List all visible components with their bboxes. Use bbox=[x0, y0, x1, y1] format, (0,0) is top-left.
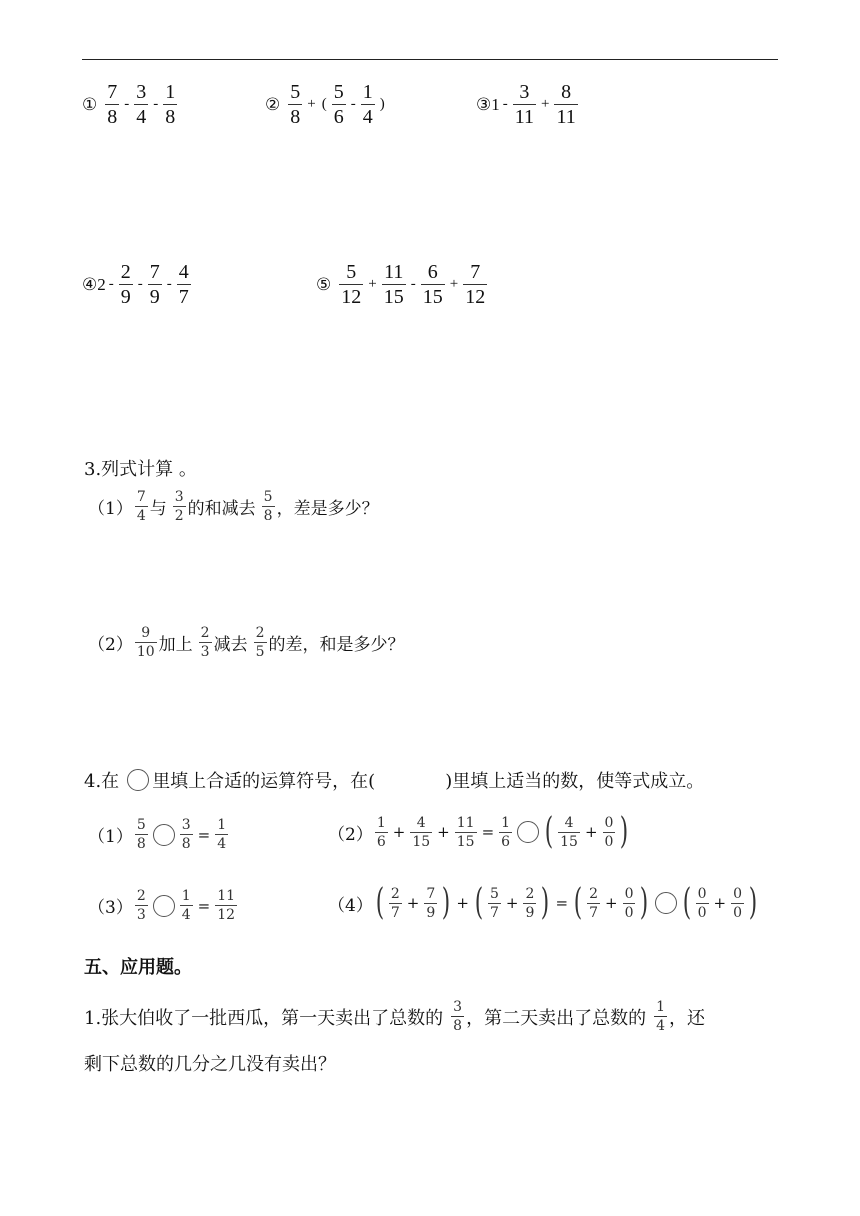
section-4-q1 bbox=[88, 818, 230, 851]
title-text: )里填上适当的数，使等式成立。 bbox=[445, 771, 705, 792]
fraction: $\frac{11}{15}$ bbox=[383, 261, 404, 308]
operator: + bbox=[541, 96, 550, 112]
left-paren-icon: ( bbox=[474, 882, 484, 923]
exercise-5 bbox=[316, 262, 489, 307]
fraction: $\frac{7}{4}$ bbox=[136, 489, 146, 524]
fraction: $\frac{3}{4}$ bbox=[136, 81, 147, 128]
question-label: （4） bbox=[328, 895, 373, 916]
section-4-q4 bbox=[328, 882, 760, 923]
exercise-3 bbox=[476, 82, 580, 127]
fraction: $\frac{3}{8}$ bbox=[181, 817, 191, 852]
operator: - bbox=[410, 276, 416, 292]
fraction: $\frac{5}{8}$ bbox=[290, 81, 301, 128]
section-4-q2 bbox=[328, 811, 631, 852]
fraction: $\frac{2}{7}$ bbox=[390, 885, 400, 921]
problem-text: ，还 bbox=[669, 1007, 706, 1029]
fraction: $\frac{5}{7}$ bbox=[489, 885, 499, 921]
left-paren: ( bbox=[321, 96, 327, 112]
fraction: $\frac{0}{0}$ bbox=[733, 885, 742, 921]
problem-1-line-1 bbox=[84, 1000, 705, 1033]
fraction: $\frac{1}{4}$ bbox=[181, 888, 191, 923]
fraction: $\frac{0}{0}$ bbox=[604, 814, 614, 850]
circle-blank-icon bbox=[153, 895, 175, 917]
fraction: $\frac{3}{11}$ bbox=[514, 81, 535, 128]
problem-text: 1.张大伯收了一批西瓜，第一天卖出了总数的 bbox=[84, 1007, 444, 1029]
question-text: 与 bbox=[149, 499, 167, 519]
fraction: $\frac{7}{9}$ bbox=[426, 885, 436, 921]
title-text: 里填上合适的运算符号，在( bbox=[152, 771, 376, 792]
left-paren-icon: ( bbox=[682, 882, 691, 923]
header-rule bbox=[82, 59, 778, 60]
fraction: $\frac{1}{4}$ bbox=[217, 817, 227, 852]
fraction: $\frac{7}{8}$ bbox=[107, 81, 118, 128]
equals: = bbox=[197, 896, 211, 915]
operator: + bbox=[456, 894, 469, 912]
question-label: （1） bbox=[88, 827, 133, 847]
equals: = bbox=[555, 894, 569, 912]
circle-blank-icon bbox=[153, 824, 175, 846]
question-text: 加上 bbox=[158, 635, 193, 655]
left-paren-icon: ( bbox=[544, 811, 554, 852]
fraction: $\frac{5}{8}$ bbox=[263, 489, 273, 524]
fraction: $\frac{1}{6}$ bbox=[501, 814, 511, 850]
section-3-q2 bbox=[88, 626, 405, 659]
left-paren-icon: ( bbox=[573, 882, 583, 923]
fraction: $\frac{5}{8}$ bbox=[136, 817, 146, 852]
right-paren: ) bbox=[379, 96, 385, 112]
operator: - bbox=[350, 96, 356, 112]
title-text: 4.在 bbox=[84, 771, 120, 792]
operator: + bbox=[505, 894, 519, 912]
fraction: $\frac{7}{9}$ bbox=[149, 261, 160, 308]
exercise-label: ⑤ bbox=[316, 274, 332, 294]
exercise-label: ④2 bbox=[82, 274, 106, 294]
fraction: $\frac{1}{8}$ bbox=[165, 81, 176, 128]
section-3-q1 bbox=[88, 490, 379, 523]
fraction: $\frac{2}{9}$ bbox=[525, 885, 535, 921]
operator: + bbox=[406, 894, 420, 912]
right-paren-icon: ) bbox=[748, 882, 758, 923]
operator: + bbox=[449, 276, 459, 292]
exercise-1 bbox=[82, 82, 179, 127]
operator: + bbox=[604, 894, 618, 912]
question-label: （3） bbox=[88, 898, 133, 918]
fraction: $\frac{5}{6}$ bbox=[333, 81, 344, 128]
problem-text: ，第二天卖出了总数的 bbox=[466, 1007, 647, 1029]
operator: - bbox=[166, 276, 172, 292]
fraction: $\frac{3}{8}$ bbox=[453, 999, 463, 1034]
operator: - bbox=[153, 96, 159, 112]
fraction: $\frac{8}{11}$ bbox=[556, 81, 576, 128]
fraction: $\frac{5}{12}$ bbox=[341, 261, 362, 308]
exercise-label: ③1 bbox=[476, 94, 500, 114]
fraction: $\frac{9}{10}$ bbox=[136, 625, 155, 660]
fraction: $\frac{4}{7}$ bbox=[178, 261, 189, 308]
fraction: $\frac{2}{3}$ bbox=[136, 888, 146, 923]
operator: - bbox=[108, 276, 114, 292]
fraction: $\frac{0}{0}$ bbox=[624, 885, 634, 921]
right-paren-icon: ) bbox=[620, 811, 629, 852]
fraction: $\frac{2}{7}$ bbox=[589, 885, 598, 921]
fraction: $\frac{1}{6}$ bbox=[376, 814, 386, 850]
operator: + bbox=[392, 823, 406, 841]
left-paren-icon: ( bbox=[375, 882, 385, 923]
operator: + bbox=[368, 276, 377, 292]
fraction: $\frac{2}{3}$ bbox=[200, 625, 210, 660]
right-paren-icon: ) bbox=[640, 882, 649, 923]
operator: + bbox=[437, 823, 450, 841]
equals: = bbox=[481, 823, 495, 841]
right-paren-icon: ) bbox=[541, 882, 550, 923]
question-label: （2） bbox=[328, 824, 373, 845]
operator: - bbox=[124, 96, 130, 112]
fraction: $\frac{4}{15}$ bbox=[560, 814, 578, 850]
circle-blank-icon bbox=[655, 892, 677, 914]
section-3-title: 3.列式计算 。 bbox=[84, 459, 197, 480]
fraction: $\frac{11}{12}$ bbox=[217, 888, 236, 923]
fraction: $\frac{1}{4}$ bbox=[656, 999, 666, 1034]
fraction: $\frac{1}{4}$ bbox=[362, 81, 373, 128]
question-text: ，差是多少？ bbox=[276, 499, 379, 519]
operator: - bbox=[137, 276, 143, 292]
circle-blank-icon bbox=[127, 769, 149, 791]
fraction: $\frac{2}{5}$ bbox=[255, 625, 265, 660]
fraction: $\frac{6}{15}$ bbox=[422, 261, 443, 308]
question-label: （2） bbox=[88, 635, 133, 655]
section-4-title bbox=[84, 767, 704, 793]
fraction: $\frac{0}{0}$ bbox=[697, 885, 707, 921]
question-text: 的和减去 bbox=[187, 499, 256, 519]
fraction: $\frac{4}{15}$ bbox=[412, 814, 431, 850]
section-5-heading: 五、应用题。 bbox=[84, 957, 192, 978]
question-text: 减去 bbox=[213, 635, 248, 655]
problem-1-line-2: 剩下总数的几分之几没有卖出？ bbox=[84, 1054, 336, 1075]
operator: + bbox=[307, 96, 316, 112]
fraction: $\frac{3}{2}$ bbox=[174, 489, 184, 524]
fraction: $\frac{11}{15}$ bbox=[456, 814, 475, 850]
exercise-label: ② bbox=[265, 94, 281, 114]
fraction: $\frac{2}{9}$ bbox=[120, 261, 131, 308]
circle-blank-icon bbox=[517, 821, 539, 843]
section-4-q3 bbox=[88, 889, 239, 922]
question-label: （1） bbox=[88, 499, 133, 519]
right-paren-icon: ) bbox=[442, 882, 451, 923]
exercise-2 bbox=[265, 82, 388, 127]
fraction: $\frac{7}{12}$ bbox=[465, 261, 486, 308]
equals: = bbox=[197, 825, 211, 844]
operator: - bbox=[502, 96, 508, 112]
exercise-4 bbox=[82, 262, 193, 307]
operator: + bbox=[584, 823, 598, 841]
question-text: 的差，和是多少？ bbox=[268, 635, 405, 655]
exercise-label: ① bbox=[82, 94, 98, 114]
operator: + bbox=[713, 894, 727, 912]
